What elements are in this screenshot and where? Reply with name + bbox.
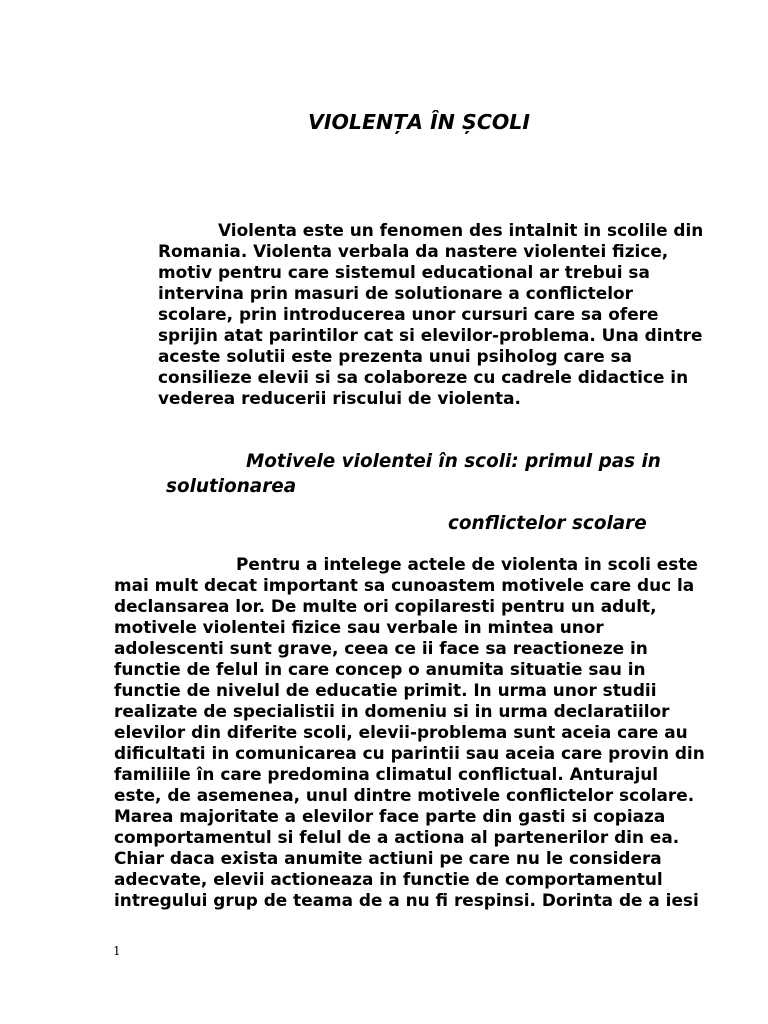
paragraph-line: realizate de specialistii in domeniu si in urma declaratiilor [114,701,670,721]
body-paragraph [114,554,754,911]
section-heading-line: Motivele violentei în scoli: primul pas in [246,451,661,472]
section-heading-continuation: conflictelor scolare [448,513,647,534]
paragraph-line: elevilor din diferite scoli, elevii-problema sunt aceia care au [114,722,688,742]
paragraph-line: adecvate, elevii actioneaza in functie de comportamentul [114,869,663,889]
paragraph-line: intervina prin masuri de solutionare a conflictelor [158,283,633,303]
page-number: 1 [113,944,121,958]
intro-paragraph [158,220,738,409]
paragraph-line: Violenta este un fenomen des intalnit in scolile din [218,220,704,240]
paragraph-line: motiv pentru care sistemul educational ar trebui sa [158,262,650,282]
paragraph-line: Romania. Violenta verbala da nastere violentei fizice, [158,241,669,261]
section-heading [166,449,661,499]
paragraph-line: adolescenti sunt grave, ceea ce ii face sa reactioneze in [114,638,648,658]
paragraph-line: consilieze elevii si sa colaboreze cu cadrele didactice in [158,367,689,387]
paragraph-line: este, de asemenea, unul dintre motivele conflictelor scolare. [114,785,695,805]
paragraph-line: aceste solutii este prezenta unui psiholog care sa [158,346,632,366]
paragraph-line: intregului grup de teama de a nu fi respinsi. Dorinta de a iesi [114,890,699,910]
paragraph-line: dificultati in comunicarea cu parintii sau aceia care provin din [114,743,705,763]
section-heading-line: solutionarea [166,476,297,497]
paragraph-line: comportamentul si felul de a actiona al partenerilor din ea. [114,827,680,847]
paragraph-line: Pentru a intelege actele de violenta in scoli este [236,554,698,574]
paragraph-line: scolare, prin introducerea unor cursuri care sa ofere [158,304,659,324]
paragraph-line: declansarea lor. De multe ori copilaresti pentru un adult, [114,596,657,616]
paragraph-line: Chiar daca exista anumite actiuni pe care nu le considera [114,848,662,868]
paragraph-line: familiile în care predomina climatul conflictual. Anturajul [114,764,659,784]
paragraph-line: sprijin atat parintilor cat si elevilor-problema. Una dintre [158,325,703,345]
paragraph-line: functie de nivelul de educatie primit. In urma unor studii [114,680,657,700]
paragraph-line: vederea reducerii riscului de violenta. [158,388,521,408]
paragraph-line: functie de felul in care concep o anumita situatie sau in [114,659,646,679]
document-title: VIOLENȚA ÎN ȘCOLI [308,110,530,134]
paragraph-line: Marea majoritate a elevilor face parte din gasti si copiaza [114,806,666,826]
paragraph-line: mai mult decat important sa cunoastem motivele care duc la [114,575,695,595]
paragraph-line: motivele violentei fizice sau verbale in mintea unor [114,617,604,637]
